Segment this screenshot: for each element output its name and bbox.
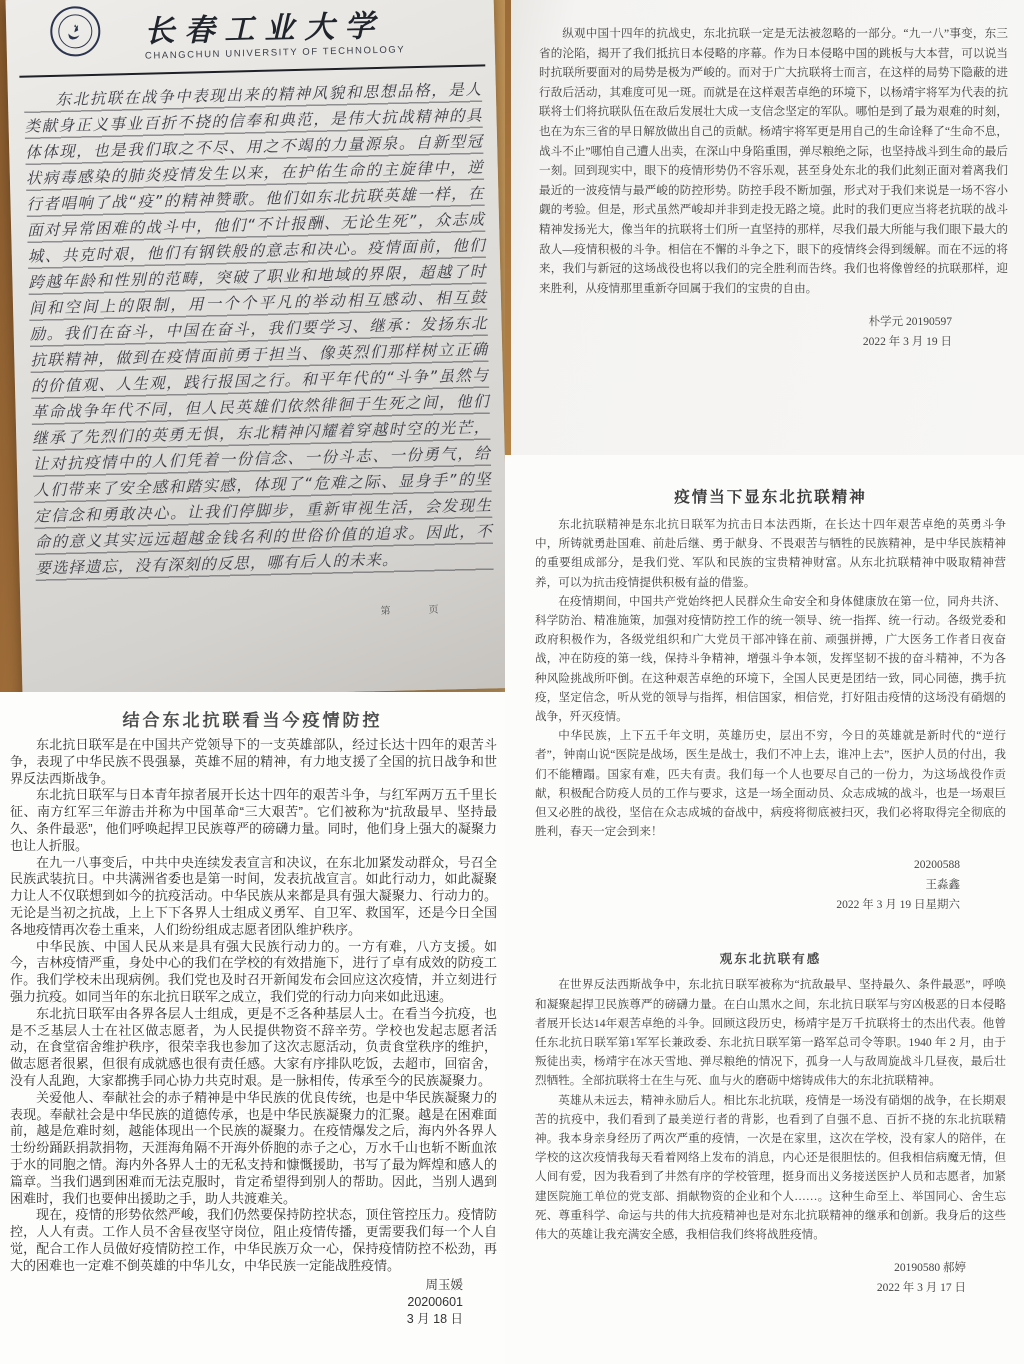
paragraph: 中华民族，上下五千年文明，英雄历史，层出不穷，今日的英雄就是新时代的“逆行者”，钟南山说“医院是战场，医生是战士，我们不冲上去，谁冲上去”，医护人员的付出，我们不能糟蹋。国家有难，匹夫有责。我们每一个人也要尽自己的一份力，为这场战役作贡献，积极配合防疫人员的工作与要求，这是一场全面动员、众志成城的战斗，也是一场艰巨但又必胜的战役，坚信在众志成城的奋战中，病疫将彻底被扫灭，我们必将取得完全彻底的胜利，春天一定会到来！ (535, 729, 1006, 839)
paragraph: 英雄从未远去，精神永励后人。相比东北抗联，疫情是一场没有硝烟的战争，在长期艰苦的抗疫中，我们看到了最美逆行者的背影，也看到了自强不息、百折不挠的东北抗联精神。我本身亲身经历了两次严重的疫情，一次是在家里，这次在学校，没有家人的陪伴，在学校的这次疫情我每天看着网络上发布的消息，内心还是很胆怯的。但我相信病魔无情，但人间有爱，因为我看到了井然有序的学校管理，挺身而出义务接送医护人员和志愿者，加紧建医院施工单位的党支部、捐献物资的企业和个人……。这种生命至上、举国同心、舍生忘死、尊重科学、命运与共的伟大抗疫精神也是对东北抗联精神的继承和创新。我身后的这些伟大的英雄让我充满安全感，我相信我们终将战胜疫情。 (535, 1093, 1006, 1242)
essay-zhou-signature (0, 1277, 463, 1328)
swan-emblem-icon (65, 21, 85, 41)
essay-zhou-title: 结合东北抗联看当今疫情防控 (122, 711, 383, 730)
paragraph: 在九一八事变后，中共中央连续发表宣言和决议，在东北加紧发动群众，号召全民族武装抗日。中共满洲省委也是第一时间，发表抗战宣言。如此行动力，如此凝聚力让人不仅联想到如今的抗疫活动。中华民族从来都是具有强大凝聚力、行动力的。无论是当初之抗战，上上下下各界人士组成义勇军、自卫军、救国军，还是今日全国各地疫情再次卷土重来，人们纷纷组成志愿者团队维护秩序。 (10, 854, 497, 937)
signature-date: 2022 年 3 月 19 日星期六 (836, 899, 960, 912)
essay-pu-signature (539, 312, 952, 352)
paragraph: 关爱他人、奉献社会的赤子精神是中华民族的优良传统，也是中华民族凝聚力的表现。奉献社会是中华民族的道德传承，也是中华民族凝聚力的汇聚。越是在困难面前，越是危难时刻，越能体现出一个民族的凝聚力。在疫情爆发之后，海内外各界人士纷纷踊跃捐款捐物，天涯海角隔不开海外侨胞的赤子之心，万水千山也斩不断血浓于水的同胞之情。海内外各界人士的无私支持和慷慨援助，书写了最为辉煌和感人的篇章。当我们遇到困难而无法克服时，肯定希望得到别人的帮助。因此，当别人遇到困难时，我们也要伸出援助之手，助人共渡难关。 (10, 1089, 497, 1206)
essay-zhou-paragraphs (0, 737, 505, 1275)
paragraph: 东北抗联精神是东北抗日联军为抗击日本法西斯，在长达十四年艰苦卓绝的英勇斗争中，所铸就勇赴国难、前赴后继、勇于献身、不畏艰苦与牺牲的民族精神，是中华民族精神的重要组成部分，是我们党、军队和民族的宝贵精神财富。从东北抗联精神中吸取精神营养，可以为抗击疫情提供积极有益的借鉴。 (535, 518, 1006, 589)
signature-name: 周玉媛 (425, 1277, 463, 1292)
paragraph: 中华民族、中国人民从来是具有强大民族行动力的。一方有难，八方支援。如今，吉林疫情严重，身处中心的我们在学校的有效措施下，进行了卓有成效的防疫工作。我们学校未出现病例。我们党也及时召开新闻发布会回应这次疫情，并立刻进行强力抗疫。如同当年的东北抗日联军之成立，我们党的行动力向来如此迅速。 (10, 938, 497, 1004)
paragraph: 东北抗日联军是在中国共产党领导下的一支英雄部队，经过长达十四年的艰苦斗争，表现了中华民族不畏强暴，英雄不屈的精神，有力地支援了全国的抗日战争和世界反法西斯战争。 (10, 737, 497, 786)
scan-typed-essay-zhou (0, 692, 505, 1364)
signature-date: 2022 年 3 月 19 日 (862, 336, 952, 349)
essay-hao (505, 915, 1024, 1298)
signature-id-name: 20190580 郝婷 (894, 1262, 966, 1275)
university-name-zh: 长春工业大学 (143, 9, 385, 49)
photo-typed-essay-pu (505, 0, 1024, 455)
handwritten-essay-text (24, 76, 494, 581)
page-number-footer: 第 页 (380, 604, 453, 618)
university-name-en: CHANGCHUN UNIVERSITY OF TECHNOLOGY (144, 44, 406, 62)
essay-wang-paragraphs (535, 515, 1006, 841)
essay-wang-signature (535, 855, 960, 915)
signature-date: 3 月 18 日 (406, 1311, 463, 1326)
desk-edge (505, 0, 511, 455)
paragraph: 现在，疫情的形势依然严峻，我们仍然要保持防控状态，顶住管控压力。疫情防控，人人有责。工作人员不舍昼夜坚守岗位，阻止疫情传播，更需要我们每一个人自觉，配合工作人员做好疫情防控工作，中华民族万众一心，保持疫情防控不松劲，再大的困难也一定难不倒英雄的中华儿女，中华民族一定能战胜疫情。 (10, 1207, 497, 1273)
signature-student-id: 20200588 (914, 859, 960, 872)
letterhead-header (6, 0, 496, 72)
essay-hao-title: 观东北抗联有感 (719, 952, 822, 967)
essay-hao-paragraphs (535, 975, 1006, 1244)
paragraph: 东北抗日联军由各界各层人士组成，更是不乏各种基层人士。在看当今抗疫，也是不乏基层人士在社区做志愿者，为人民提供物资不辞辛劳。学校也发起志愿者活动，在食堂宿舍维护秩序，很荣幸我也参加了这次志愿活动，负责食堂秩序的维护，做志愿者很累，但很有成就感也很有责任感。大家有序排队吃饭，去超市，回宿舍，没有人乱跑，大家都携手同心协力共克时艰。是一脉相传，传承至今的民族凝聚力。 (10, 1005, 497, 1088)
handwritten-letterhead-paper (6, 0, 505, 692)
photo-handwritten-essay (0, 0, 505, 692)
signature-name: 王淼鑫 (925, 879, 960, 892)
seal-inner-emblem (58, 14, 93, 49)
paragraph: 纵观中国十四年的抗战史，东北抗联一定是无法被忽略的一部分。“九一八”事变，东三省的沦陷，揭开了我们抵抗日本侵略的序幕。作为日本侵略中国的跳板与大本营，可以说当时抗联所要面对的局势是极为严峻的。而对于广大抗联将士而言，在这样的局势下隐蔽的进行敌后活动，其难度可见一斑。而就是在这样艰苦卓绝的环境下，以杨靖宇将军为代表的抗联将士们将抗联队伍在敌后发展壮大成一支信念坚定的军队。哪怕是到了最为艰难的时刻，也在为东三省的早日解放做出自己的贡献。杨靖宇将军更是用自己的生命诠释了“生命不息，战斗不止”哪怕自己遭人出卖，在深山中身陷重围，弹尽粮绝之际，也坚持战斗到生命的最后一刻。回到现实中，眼下的疫情形势仍不容乐观，甚至身处东北的我们此刻正面对着离我们最近的一波疫情与最严峻的防控形势。防控手段不断加强，形式对于我们来说是一场不容小觑的考验。但是，形式虽然严峻却并非到走投无路之境。此时的我们更应当将老抗联的战斗精神发扬光大，像当年的抗联将士们所一直坚持的那样，尽我们最大所能与我们眼下最大的敌人—疫情积极的斗争。相信在不懈的斗争之下，眼下的疫情终会得到缓解。而在不远的将来，我们与新冠的这场战役也将以我们的完全胜利而告终。我们也将像曾经的抗联那样，迎来胜利，从疫情那里重新夺回属于我们的宝贵的自由。 (539, 27, 1008, 295)
scan-typed-essays-wang-hao (505, 455, 1024, 1364)
university-seal-icon (50, 6, 101, 57)
paragraph-indent (24, 105, 55, 106)
essay-hao-signature (535, 1258, 966, 1298)
paragraph: 在世界反法西斯战争中，东北抗日联军被称为“抗敌最早、坚持最久、条件最恶”，呼唤和凝聚起捍卫民族尊严的磅礴力量。在白山黑水之间，东北抗日联军与穷凶极恶的日本侵略者展开长达14年艰苦卓绝的斗争。回顾这段历史，杨靖宇是万千抗联将士的杰出代表。他曾任东北抗日联军第1军军长兼政委、东北抗日联军第一路军总司令等职。1940 年 2 月，由于叛徒出卖，杨靖宇在冰天雪地、弹尽粮绝的情况下，孤身一人与敌周旋战斗几昼夜，最后壮烈牺牲。全部抗联将士在生与死、血与火的磨砺中熔铸成伟大的东北抗联精神。 (535, 978, 1006, 1088)
essay-pu-paragraphs (539, 24, 1008, 298)
signature-date: 2022 年 3 月 17 日 (876, 1282, 966, 1295)
signature-name-id: 朴学元 20190597 (868, 316, 952, 329)
handwritten-body-text: 东北抗联在战争中表现出来的精神风貌和思想品格，是人类献身正义事业百折不挠的信奉和典范，是伟大抗战精神的具体体现，也是我们取之不尽、用之不竭的力量源泉。自新型冠状病毒感染的肺炎疫情发生以来，在护佑生命的主旋律中，逆行者唱响了战“疫”的精神赞歌。他们如东北抗联英雄一样，在面对异常困难的战斗中，他们“不计报酬、无论生死”，众志成城、共克时艰，他们有钢铁般的意志和决心。疫情面前，他们跨越年龄和性别的范畴，突破了职业和地域的界限，超越了时间和空间上的限制，用一个个平凡的举动相互感动、相互鼓励。我们在奋斗，中国在奋斗，我们要学习、继承：发扬东北抗联精神，做到在疫情面前勇于担当、像英烈们那样树立正确的价值观、人生观，践行报国之行。和平年代的“斗争”虽然与革命战争年代不同，但人民英雄们依然徘徊于生死之间，他们继承了先烈们的英勇无惧，东北精神闪耀着穿越时空的光芒，让对抗疫情中的人们凭着一份信念、一份斗志、一份勇气，给人们带来了安全感和踏实感，体现了“危难之际、显身手”的坚定信念和勇敢决心。让我们停脚步，重新审视生活，会发现生命的意义其实远远超越金钱名利的世俗价值的追求。因此，不要选择遗忘，没有深刻的反思，哪有后人的未来。 (24, 80, 493, 578)
signature-student-id: 20200601 (407, 1294, 463, 1309)
essay-wang-title: 疫情当下显东北抗联精神 (674, 489, 867, 506)
paragraph: 在疫情期间，中国共产党始终把人民群众生命安全和身体健康放在第一位，同舟共济、科学防治、精准施策，加强对疫情防控工作的统一领导、统一指挥、统一行动。各级党委和政府积极作为，各级党组织和广大党员干部冲锋在前、顽强拼搏，广大医务工作者日夜奋战，冲在防疫的第一线，保持斗争精神，增强斗争本领，发挥坚韧不拔的奋斗精神，不为各种风险挑战所吓倒。在这种艰苦卓绝的环境下，全国人民更是团结一致，同心同德，携手抗疫，坚定信念，听从党的领导与指挥，相信国家，相信党，打好阻击疫情的这场没有硝烟的战争，歼灭疫情。 (535, 594, 1006, 724)
essay-wang (505, 455, 1024, 915)
paragraph: 东北抗日联军与日本青年掠者展开长达十四年的艰苦斗争，与红军两万五千里长征、南方红军三年游击并称为中国革命“三大艰苦”。它们被称为“抗敌最早、坚持最久、条件最恶”，他们呼唤起捍卫民族尊严的磅礴力量。同时，他们身上强大的凝聚力也让人折服。 (10, 787, 497, 853)
